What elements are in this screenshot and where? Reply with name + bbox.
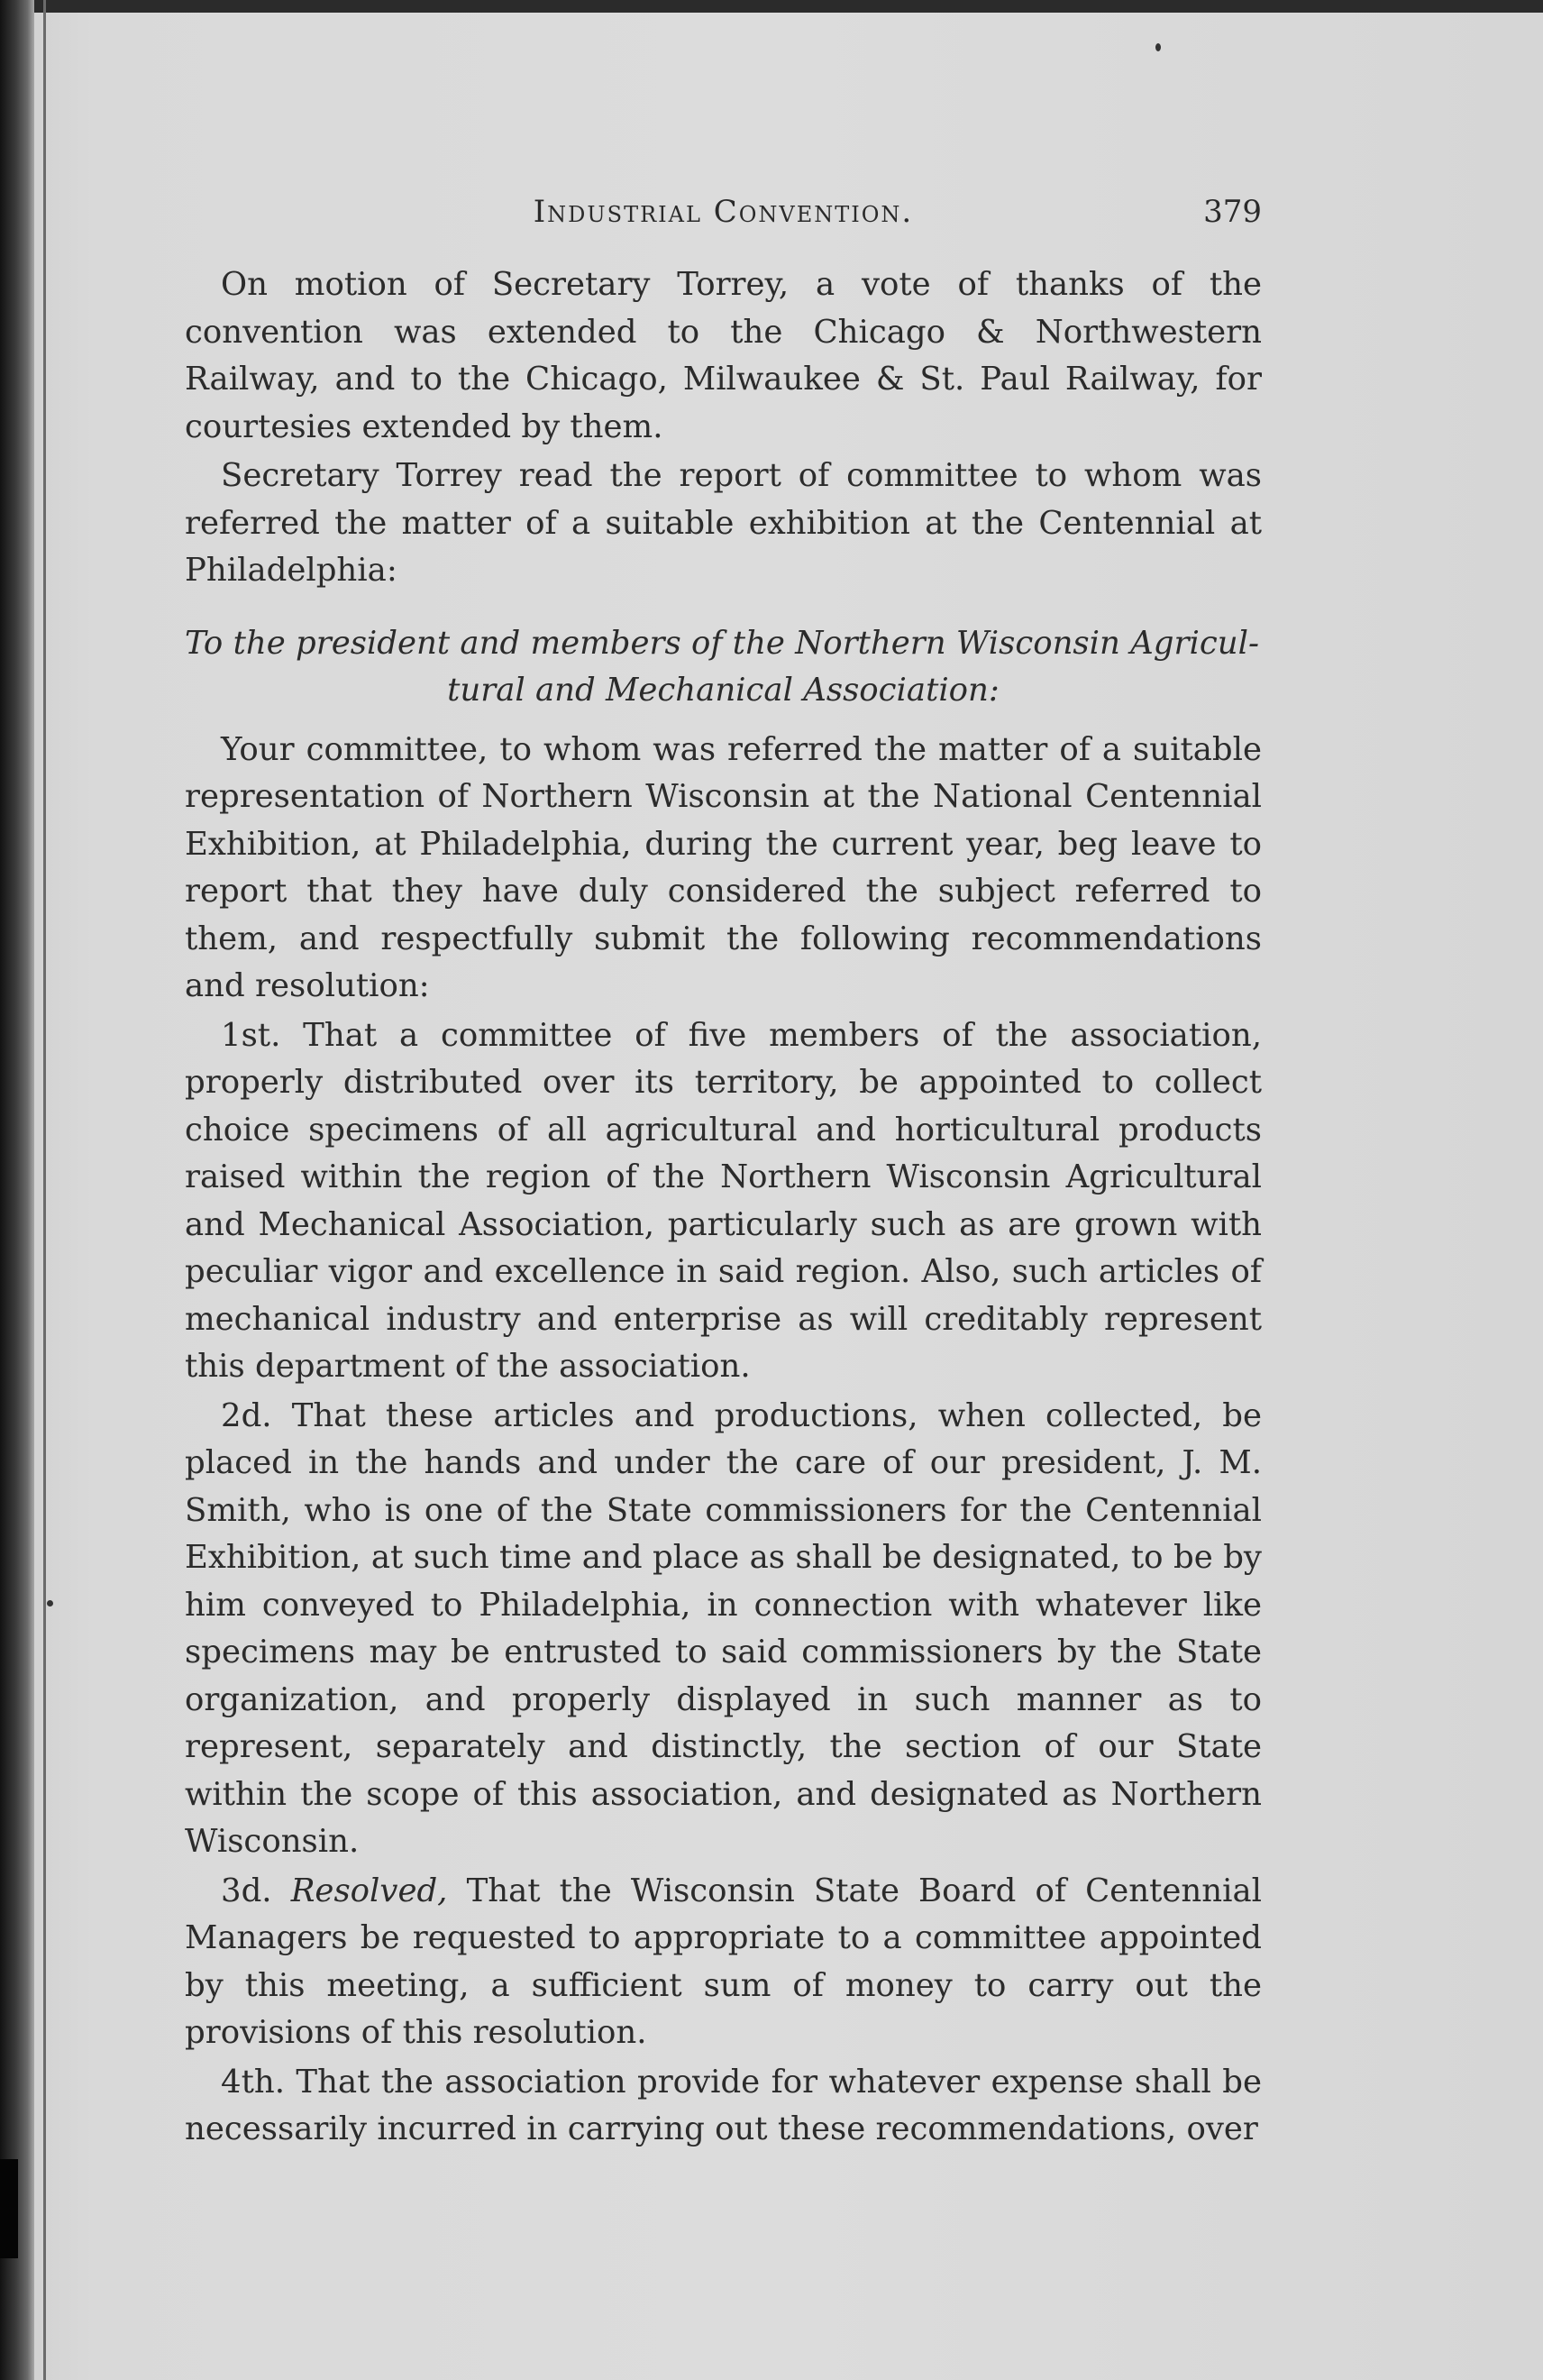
report-item-1: 1st. That a committee of five members of the association, properly distributed over its territory, be appointed to collect choice specimens of all agricultural and horticultural products raised within the region of the Northern Wisconsin Agricultural and Mechanical Association, particularly such as are grown with peculiar vigor and excellence in said region. Also, such articles of mechanical industry and enterprise as will creditably represent this department of the association. xyxy=(185,1016,1262,1385)
report-item-3 xyxy=(185,1868,1262,2057)
address-line-2: tural and Mechanical Association: xyxy=(447,671,1000,709)
gutter-line xyxy=(43,0,46,2380)
page-number: 379 xyxy=(1203,194,1262,230)
item-3-resolved: Resolved, xyxy=(290,1872,448,1909)
item-3-text: That the Wisconsin State Board of Centennial Managers be requested to appropriate to a committee appointed by this meeting, a sufficient sum of money to carry out the provisions of this resolution. xyxy=(185,1872,1262,2051)
running-head xyxy=(185,194,1262,248)
address-line-1: To the president and members of the Northern Wisconsin Agricul- xyxy=(185,624,1259,662)
report-item-2: 2d. That these articles and productions, when collected, be placed in the hands and under the care of our president, J. M. Smith, who is one of the State commissioners for the Centennial Exhibition, at such time and place as shall be designated, to be by him conveyed to Philadelphia, in connection with whatever like specimens may be entrusted to said commissioners by the State organization, and properly displayed in such manner as to represent, separately and distinctly, the section of our State within the scope of this association, and designated as Northern Wisconsin. xyxy=(185,1396,1262,1860)
report-item-4: 4th. That the association provide for whatever expense shall be necessarily incurred in carrying out these recommendations, over xyxy=(185,2063,1262,2147)
running-head-title: Industrial Convention. xyxy=(533,194,914,230)
book-spine-shadow xyxy=(0,0,34,2380)
ink-speck xyxy=(47,1600,53,1606)
paragraph-vote-of-thanks: On motion of Secretary Torrey, a vote of thanks of the convention was extended to the Chicago & Northwestern Railway, and to the Chicago, Milwaukee & St. Paul Railway, for courtesies extended by them. xyxy=(185,266,1262,445)
scan-top-edge xyxy=(0,0,1543,13)
scan-edge-mark xyxy=(0,2159,18,2258)
paragraph-committee-report: Secretary Torrey read the report of committee to whom was referred the matter of a suitable exhibition at the Centennial at Philadelphia: xyxy=(185,457,1262,589)
page-body xyxy=(185,261,1262,2156)
item-3-number: 3d. xyxy=(221,1872,272,1909)
address-heading xyxy=(185,620,1262,714)
ink-speck xyxy=(1155,43,1161,51)
report-intro: Your committee, to whom was referred the matter of a suitable representation of Northern Wisconsin at the National Centennial Exhibition, at Philadelphia, during the current year, beg leave to report that they have duly considered the subject referred to them, and respectfully submit the following recommendations and resolution: xyxy=(185,730,1262,1004)
